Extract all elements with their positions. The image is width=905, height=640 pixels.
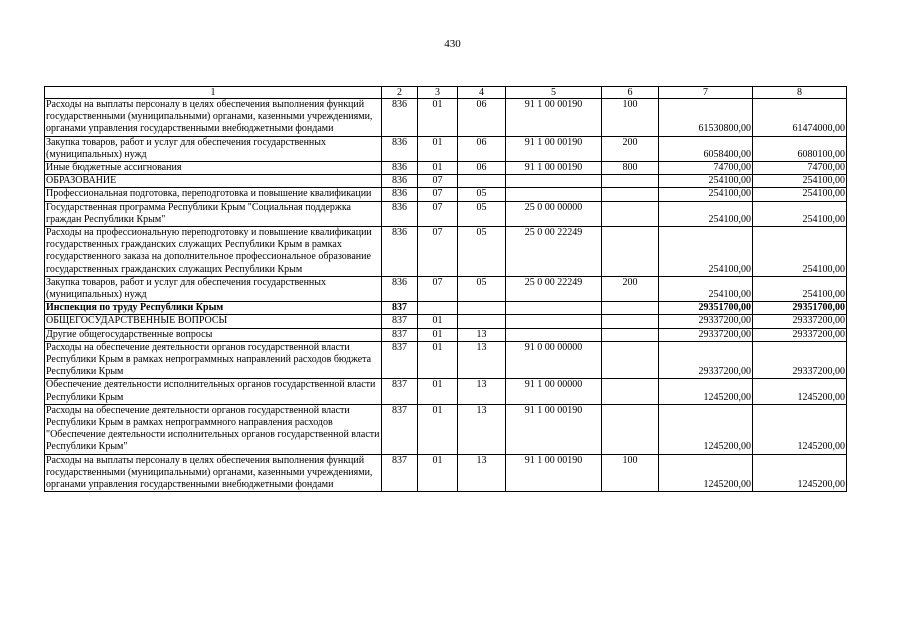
column-header: 6 bbox=[602, 87, 659, 99]
amount-year1-cell: 1245200,00 bbox=[659, 404, 753, 454]
expense-type-cell: 800 bbox=[602, 162, 659, 175]
ministry-code-cell: 837 bbox=[382, 315, 418, 328]
subsection-code-cell: 06 bbox=[458, 99, 506, 137]
expense-type-cell bbox=[602, 315, 659, 328]
target-article-cell bbox=[506, 315, 602, 328]
row-name-cell: Расходы на выплаты персоналу в целях обеспечения выполнения функций государственными (муниципальными) органами, казенными учреждениями, органами управления государственными внебюджетными фондами bbox=[45, 99, 382, 137]
ministry-code-cell: 837 bbox=[382, 379, 418, 404]
ministry-code-cell: 836 bbox=[382, 99, 418, 137]
table-row bbox=[45, 341, 847, 379]
subsection-code-cell: 06 bbox=[458, 162, 506, 175]
table-row bbox=[45, 201, 847, 226]
subsection-code-cell bbox=[458, 315, 506, 328]
table-row bbox=[45, 227, 847, 277]
subsection-code-cell: 13 bbox=[458, 404, 506, 454]
table-row bbox=[45, 162, 847, 175]
amount-year1-cell: 6058400,00 bbox=[659, 136, 753, 161]
target-article-cell: 91 1 00 00190 bbox=[506, 162, 602, 175]
amount-year2-cell: 254100,00 bbox=[753, 227, 847, 277]
table-row bbox=[45, 136, 847, 161]
amount-year2-cell: 1245200,00 bbox=[753, 454, 847, 492]
table-row bbox=[45, 175, 847, 188]
column-header: 4 bbox=[458, 87, 506, 99]
table-row bbox=[45, 302, 847, 315]
subsection-code-cell: 13 bbox=[458, 379, 506, 404]
table-row bbox=[45, 404, 847, 454]
table-header-row bbox=[45, 87, 847, 99]
subsection-code-cell: 05 bbox=[458, 227, 506, 277]
section-code-cell: 01 bbox=[418, 454, 458, 492]
amount-year2-cell: 29337200,00 bbox=[753, 328, 847, 341]
ministry-code-cell: 836 bbox=[382, 276, 418, 301]
target-article-cell bbox=[506, 188, 602, 201]
row-name-cell: Закупка товаров, работ и услуг для обеспечения государственных (муниципальных) нужд bbox=[45, 136, 382, 161]
row-name-cell: Закупка товаров, работ и услуг для обеспечения государственных (муниципальных) нужд bbox=[45, 276, 382, 301]
subsection-code-cell bbox=[458, 175, 506, 188]
row-name-cell: Расходы на выплаты персоналу в целях обеспечения выполнения функций государственными (муниципальными) органами, казенными учреждениями, органами управления государственными внебюджетными фондами bbox=[45, 454, 382, 492]
section-code-cell: 07 bbox=[418, 188, 458, 201]
target-article-cell bbox=[506, 328, 602, 341]
ministry-code-cell: 836 bbox=[382, 201, 418, 226]
expense-type-cell: 200 bbox=[602, 136, 659, 161]
amount-year1-cell: 254100,00 bbox=[659, 227, 753, 277]
amount-year1-cell: 61530800,00 bbox=[659, 99, 753, 137]
row-name-cell: Расходы на профессиональную переподготовку и повышение квалификации государственных гражданских служащих Республики Крым в рамках государственного заказа на дополнительное профессиональное образование государственных гражданских служащих Республики Крым bbox=[45, 227, 382, 277]
expense-type-cell bbox=[602, 302, 659, 315]
row-name-cell: ОБЩЕГОСУДАРСТВЕННЫЕ ВОПРОСЫ bbox=[45, 315, 382, 328]
amount-year2-cell: 254100,00 bbox=[753, 175, 847, 188]
page-number: 430 bbox=[444, 38, 461, 50]
amount-year1-cell: 29337200,00 bbox=[659, 341, 753, 379]
section-code-cell: 07 bbox=[418, 227, 458, 277]
amount-year1-cell: 29337200,00 bbox=[659, 328, 753, 341]
expense-type-cell: 100 bbox=[602, 99, 659, 137]
row-name-cell: Обеспечение деятельности исполнительных органов государственной власти Республики Крым bbox=[45, 379, 382, 404]
section-code-cell: 01 bbox=[418, 404, 458, 454]
amount-year1-cell: 1245200,00 bbox=[659, 454, 753, 492]
section-code-cell: 01 bbox=[418, 328, 458, 341]
table-row bbox=[45, 99, 847, 137]
amount-year2-cell: 1245200,00 bbox=[753, 404, 847, 454]
target-article-cell: 91 1 00 00190 bbox=[506, 136, 602, 161]
expense-type-cell bbox=[602, 201, 659, 226]
ministry-code-cell: 836 bbox=[382, 188, 418, 201]
budget-table bbox=[44, 86, 847, 492]
ministry-code-cell: 837 bbox=[382, 302, 418, 315]
section-code-cell: 07 bbox=[418, 201, 458, 226]
amount-year2-cell: 61474000,00 bbox=[753, 99, 847, 137]
ministry-code-cell: 836 bbox=[382, 136, 418, 161]
table-row bbox=[45, 454, 847, 492]
expense-type-cell bbox=[602, 379, 659, 404]
ministry-code-cell: 837 bbox=[382, 328, 418, 341]
target-article-cell: 91 1 00 00190 bbox=[506, 404, 602, 454]
section-code-cell bbox=[418, 302, 458, 315]
target-article-cell: 91 1 00 00000 bbox=[506, 379, 602, 404]
section-code-cell: 07 bbox=[418, 276, 458, 301]
subsection-code-cell: 05 bbox=[458, 201, 506, 226]
subsection-code-cell: 13 bbox=[458, 328, 506, 341]
column-header: 8 bbox=[753, 87, 847, 99]
ministry-code-cell: 837 bbox=[382, 341, 418, 379]
column-header: 5 bbox=[506, 87, 602, 99]
target-article-cell: 25 0 00 00000 bbox=[506, 201, 602, 226]
table-row bbox=[45, 315, 847, 328]
amount-year1-cell: 254100,00 bbox=[659, 201, 753, 226]
ministry-code-cell: 837 bbox=[382, 454, 418, 492]
target-article-cell bbox=[506, 175, 602, 188]
amount-year2-cell: 29337200,00 bbox=[753, 341, 847, 379]
amount-year1-cell: 29337200,00 bbox=[659, 315, 753, 328]
subsection-code-cell: 13 bbox=[458, 454, 506, 492]
ministry-code-cell: 836 bbox=[382, 162, 418, 175]
expense-type-cell bbox=[602, 328, 659, 341]
row-name-cell: Профессиональная подготовка, переподготовка и повышение квалификации bbox=[45, 188, 382, 201]
row-name-cell: ОБРАЗОВАНИЕ bbox=[45, 175, 382, 188]
amount-year1-cell: 29351700,00 bbox=[659, 302, 753, 315]
row-name-cell: Государственная программа Республики Крым "Социальная поддержка граждан Республики Крым" bbox=[45, 201, 382, 226]
section-code-cell: 01 bbox=[418, 136, 458, 161]
amount-year1-cell: 254100,00 bbox=[659, 276, 753, 301]
subsection-code-cell: 05 bbox=[458, 276, 506, 301]
row-name-cell: Расходы на обеспечение деятельности органов государственной власти Республики Крым в рамках непрограммных направлений расходов бюджета Республики Крым bbox=[45, 341, 382, 379]
row-name-cell: Иные бюджетные ассигнования bbox=[45, 162, 382, 175]
section-code-cell: 01 bbox=[418, 162, 458, 175]
subsection-code-cell: 13 bbox=[458, 341, 506, 379]
table-row bbox=[45, 188, 847, 201]
table-body bbox=[45, 99, 847, 492]
table-row bbox=[45, 328, 847, 341]
table-row bbox=[45, 379, 847, 404]
expense-type-cell: 100 bbox=[602, 454, 659, 492]
amount-year2-cell: 254100,00 bbox=[753, 188, 847, 201]
target-article-cell bbox=[506, 302, 602, 315]
section-code-cell: 07 bbox=[418, 175, 458, 188]
amount-year2-cell: 74700,00 bbox=[753, 162, 847, 175]
amount-year1-cell: 254100,00 bbox=[659, 175, 753, 188]
amount-year2-cell: 254100,00 bbox=[753, 276, 847, 301]
column-header: 3 bbox=[418, 87, 458, 99]
target-article-cell: 25 0 00 22249 bbox=[506, 227, 602, 277]
subsection-code-cell: 05 bbox=[458, 188, 506, 201]
section-code-cell: 01 bbox=[418, 341, 458, 379]
target-article-cell: 91 1 00 00190 bbox=[506, 454, 602, 492]
row-name-cell: Другие общегосударственные вопросы bbox=[45, 328, 382, 341]
expense-type-cell bbox=[602, 227, 659, 277]
amount-year2-cell: 1245200,00 bbox=[753, 379, 847, 404]
row-name-cell: Инспекция по труду Республики Крым bbox=[45, 302, 382, 315]
amount-year1-cell: 74700,00 bbox=[659, 162, 753, 175]
amount-year1-cell: 254100,00 bbox=[659, 188, 753, 201]
expense-type-cell: 200 bbox=[602, 276, 659, 301]
table-row bbox=[45, 276, 847, 301]
amount-year1-cell: 1245200,00 bbox=[659, 379, 753, 404]
row-name-cell: Расходы на обеспечение деятельности органов государственной власти Республики Крым в рамках непрограммного направления расходов "Обеспечение деятельности исполнительных органов государственной власти Республики Крым" bbox=[45, 404, 382, 454]
expense-type-cell bbox=[602, 175, 659, 188]
section-code-cell: 01 bbox=[418, 379, 458, 404]
ministry-code-cell: 836 bbox=[382, 175, 418, 188]
ministry-code-cell: 837 bbox=[382, 404, 418, 454]
amount-year2-cell: 6080100,00 bbox=[753, 136, 847, 161]
expense-type-cell bbox=[602, 404, 659, 454]
subsection-code-cell: 06 bbox=[458, 136, 506, 161]
column-header: 2 bbox=[382, 87, 418, 99]
ministry-code-cell: 836 bbox=[382, 227, 418, 277]
amount-year2-cell: 29337200,00 bbox=[753, 315, 847, 328]
expense-type-cell bbox=[602, 188, 659, 201]
expense-type-cell bbox=[602, 341, 659, 379]
amount-year2-cell: 254100,00 bbox=[753, 201, 847, 226]
target-article-cell: 91 0 00 00000 bbox=[506, 341, 602, 379]
column-header: 7 bbox=[659, 87, 753, 99]
amount-year2-cell: 29351700,00 bbox=[753, 302, 847, 315]
target-article-cell: 91 1 00 00190 bbox=[506, 99, 602, 137]
section-code-cell: 01 bbox=[418, 99, 458, 137]
section-code-cell: 01 bbox=[418, 315, 458, 328]
target-article-cell: 25 0 00 22249 bbox=[506, 276, 602, 301]
subsection-code-cell bbox=[458, 302, 506, 315]
column-header: 1 bbox=[45, 87, 382, 99]
